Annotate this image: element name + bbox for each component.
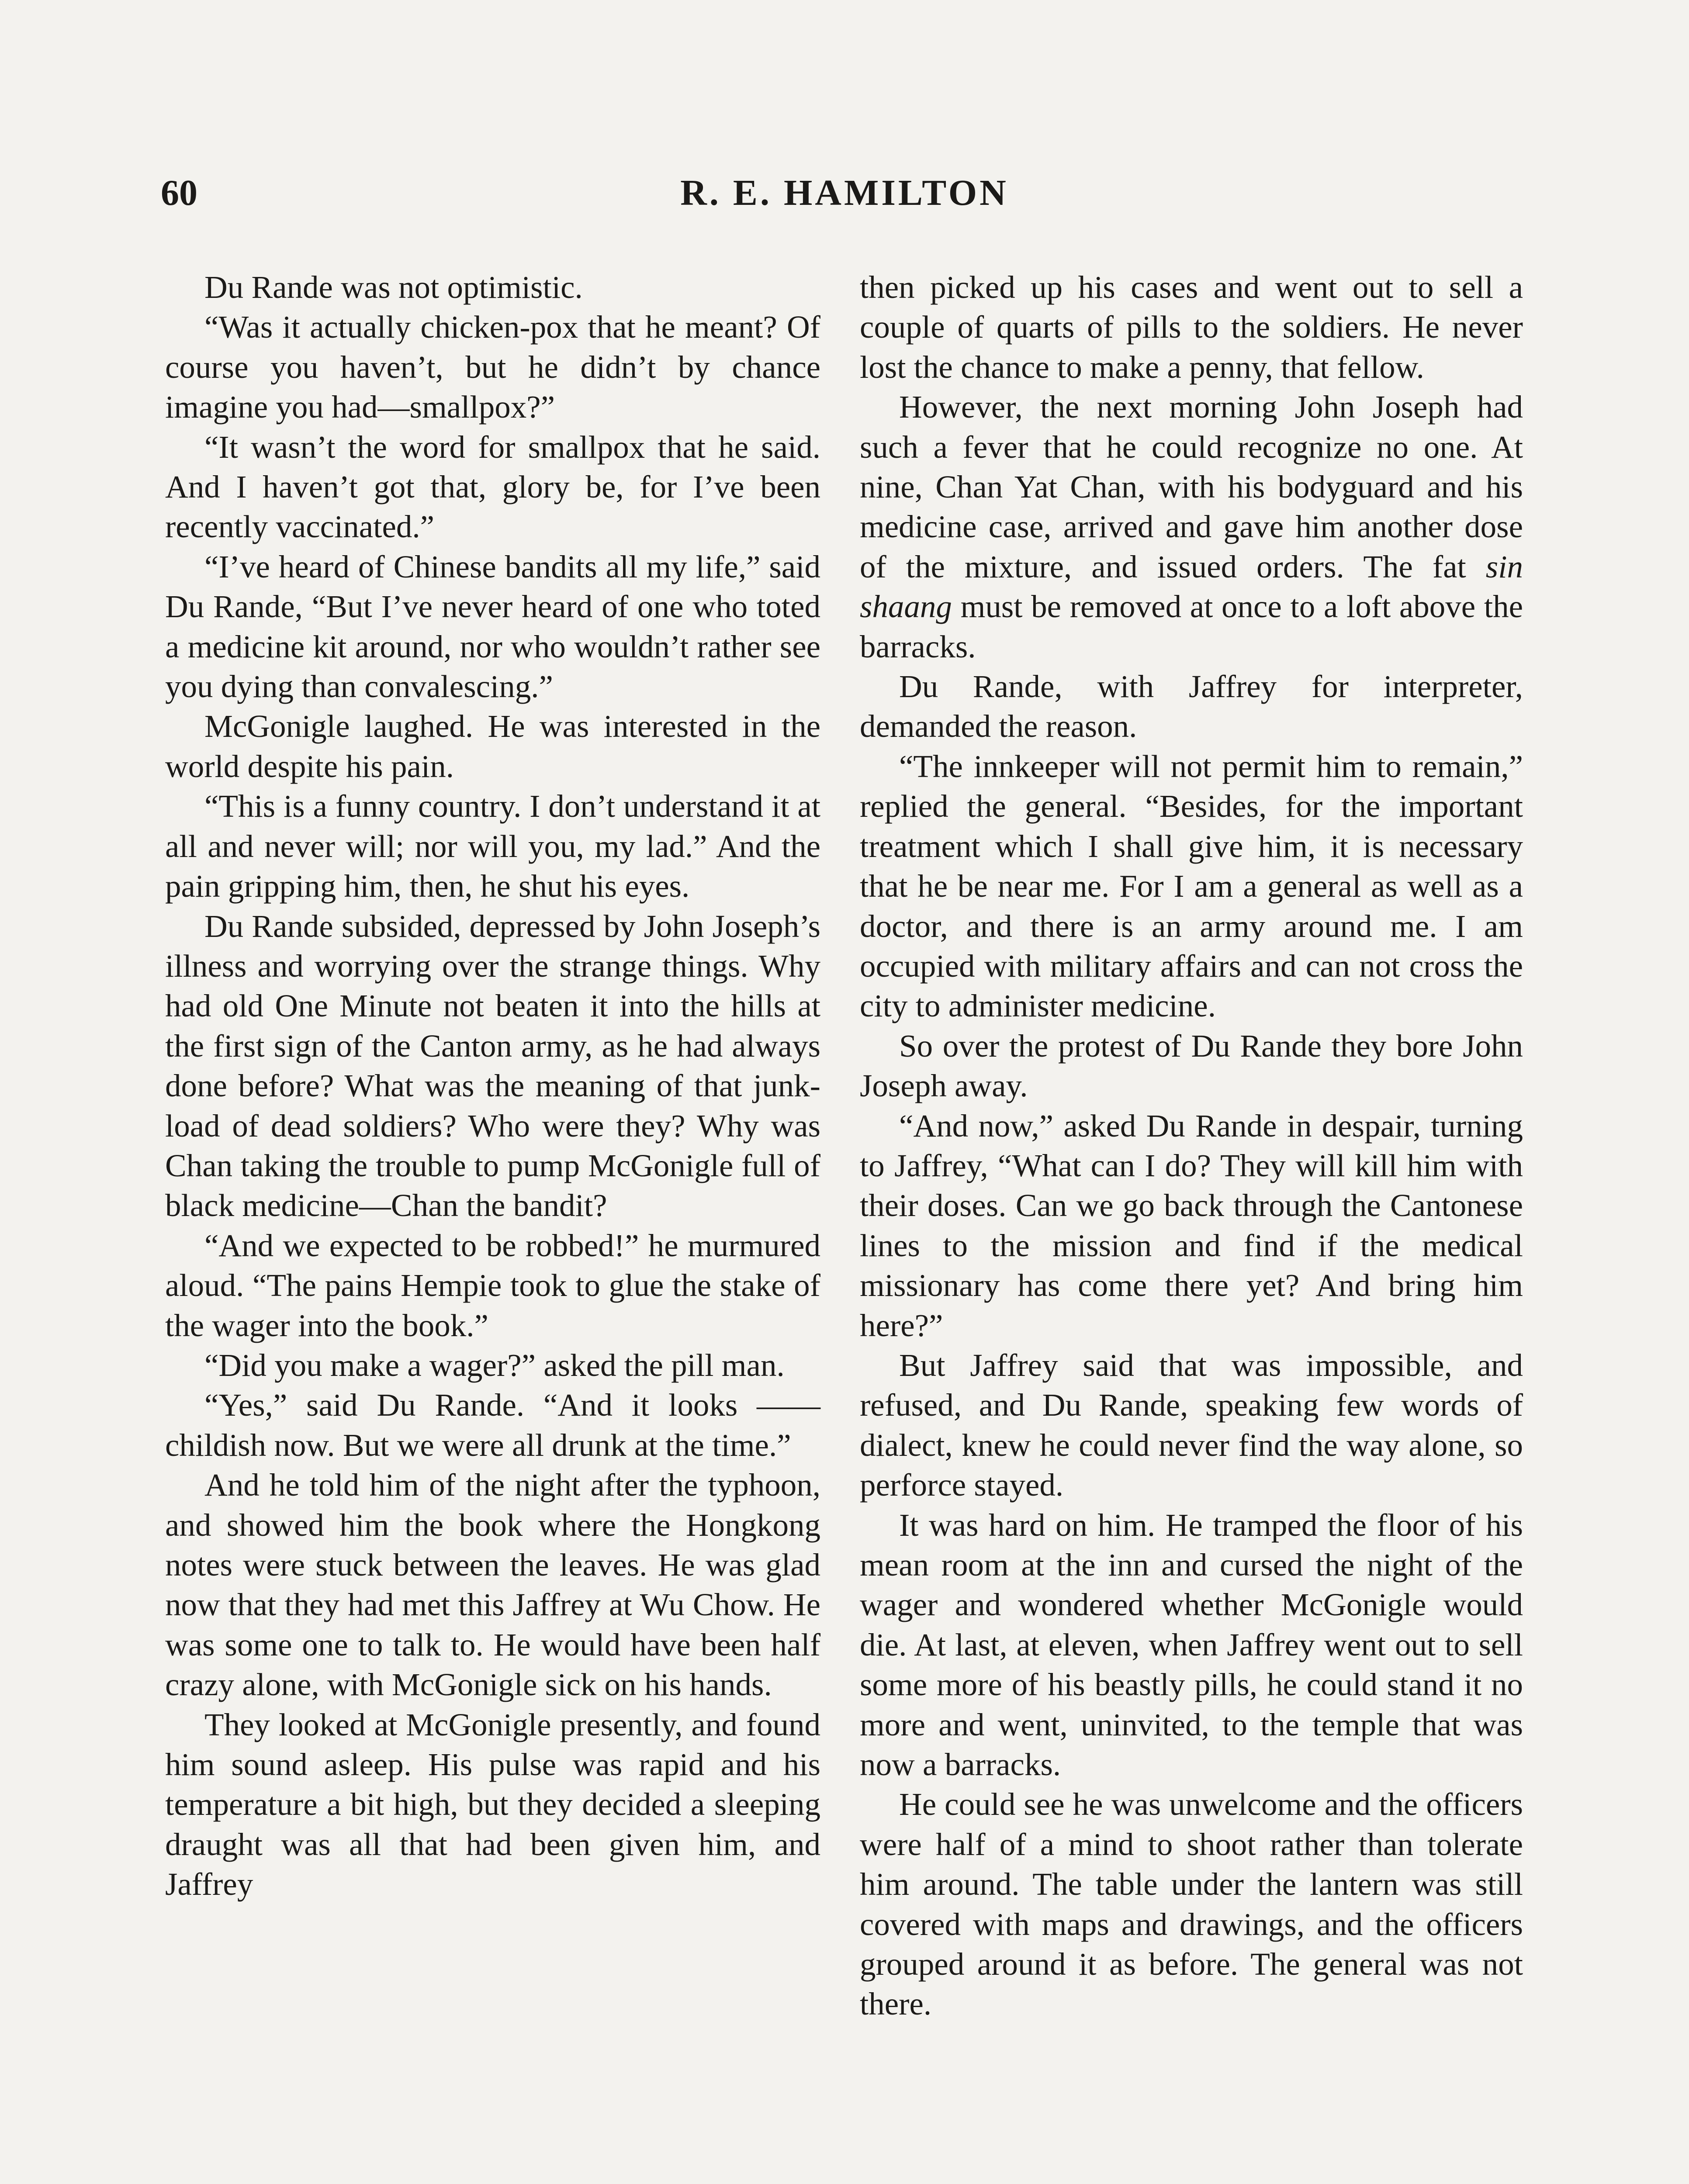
paragraph-continued: then picked up his cases and went out to sell a couple of quarts of pills to the soldiers. He never lost the chance to make a penny, that fellow. bbox=[860, 270, 1523, 385]
paragraph: McGonigle laughed. He was interested in the world despite his pain. bbox=[165, 708, 820, 784]
paragraph: They looked at McGonigle presently, and found him sound asleep. His pulse was rapid and his temperature a bit high, but they decided a sleeping draught was all that had been given him, and Jaffrey bbox=[165, 1707, 820, 1902]
paragraph: Du Rande was not optimistic. bbox=[204, 270, 583, 305]
text-run: must be removed at once to a loft above the barracks. bbox=[860, 589, 1523, 664]
paragraph: “It wasn’t the word for smallpox that he said. And I haven’t got that, glory be, for I’ve been recently vaccinated.” bbox=[165, 429, 820, 545]
paragraph: “Was it actually chicken-pox that he meant? Of course you haven’t, but he didn’t by chance imagine you had—smallpox?” bbox=[165, 309, 820, 425]
paragraph: “The innkeeper will not permit him to remain,” replied the general. “Besides, for the important treatment which I shall give him, it is necessary that he be near me. For I am a general as well as a doctor, and there is an army around me. I am occupied with military affairs and can not cross the city to administer medicine. bbox=[860, 748, 1523, 1024]
paragraph bbox=[860, 387, 1523, 667]
paragraph: “And now,” asked Du Rande in despair, turning to Jaffrey, “What can I do? They will kill him with their doses. Can we go back through the Cantonese lines to the mission and find if the medical missionary has come there yet? And bring him here?” bbox=[860, 1108, 1523, 1343]
paragraph: But Jaffrey said that was impossible, and refused, and Du Rande, speaking few words of dialect, knew he could never find the way alone, so perforce stayed. bbox=[860, 1347, 1523, 1503]
paragraph: “Did you make a wager?” asked the pill man. bbox=[204, 1347, 785, 1383]
paragraph: “And we expected to be robbed!” he murmured aloud. “The pains Hempie took to glue the stake of the wager into the book.” bbox=[165, 1227, 820, 1343]
paragraph: Du Rande, with Jaffrey for interpreter, demanded the reason. bbox=[860, 669, 1523, 744]
paragraph: And he told him of the night after the typhoon, and showed him the book where the Hongkong notes were stuck between the leaves. He was glad now that they had met this Jaffrey at Wu Chow. He was some one to talk to. He would have been half crazy alone, with McGonigle sick on his hands. bbox=[165, 1467, 820, 1703]
paragraph: “I’ve heard of Chinese bandits all my life,” said Du Rande, “But I’ve never heard of one who toted a medicine kit around, nor who wouldn’t rather see you dying than convalescing.” bbox=[165, 549, 820, 705]
paragraph: So over the protest of Du Rande they bore John Joseph away. bbox=[860, 1028, 1523, 1104]
paragraph: It was hard on him. He tramped the floor of his mean room at the inn and cursed the night of the wager and wondered whether McGonigle would die. At last, at eleven, when Jaffrey went out to sell some more of his beastly pills, he could stand it no more and went, uninvited, to the temple that was now a barracks. bbox=[860, 1507, 1523, 1783]
paragraph: “This is a funny country. I don’t understand it at all and never will; nor will you, my lad.” And the pain gripping him, then, he shut his eyes. bbox=[165, 788, 820, 904]
page-number: 60 bbox=[161, 173, 197, 213]
running-head: R. E. HAMILTON bbox=[680, 173, 1009, 213]
paragraph: He could see he was unwelcome and the officers were half of a mind to shoot rather than tolerate him around. The table under the lantern was still covered with maps and drawings, and the officers grouped around it as before. The general was not there. bbox=[860, 1787, 1523, 2022]
paragraph: “Yes,” said Du Rande. “And it looks —— childish now. But we were all drunk at the time.” bbox=[165, 1387, 820, 1463]
paragraph: Du Rande subsided, depressed by John Joseph’s illness and worrying over the strange things. Why had old One Minute not beaten it into the hills at the first sign of the Canton army, as he had always done before? What was the meaning of that junk-load of dead soldiers? Who were they? Why was Chan taking the trouble to pump McGonigle full of black medicine—Chan the bandit? bbox=[165, 908, 820, 1223]
left-column bbox=[165, 267, 820, 1904]
text-run: However, the next morning John Joseph had such a fever that he could recognize no one. At nine, Chan Yat Chan, with his bodyguard and his medicine case, arrived and gave him another dose of the mixture, and issued orders. The fat bbox=[860, 389, 1523, 584]
right-column bbox=[860, 267, 1523, 2024]
italic-term: sin shaang bbox=[860, 549, 1523, 625]
